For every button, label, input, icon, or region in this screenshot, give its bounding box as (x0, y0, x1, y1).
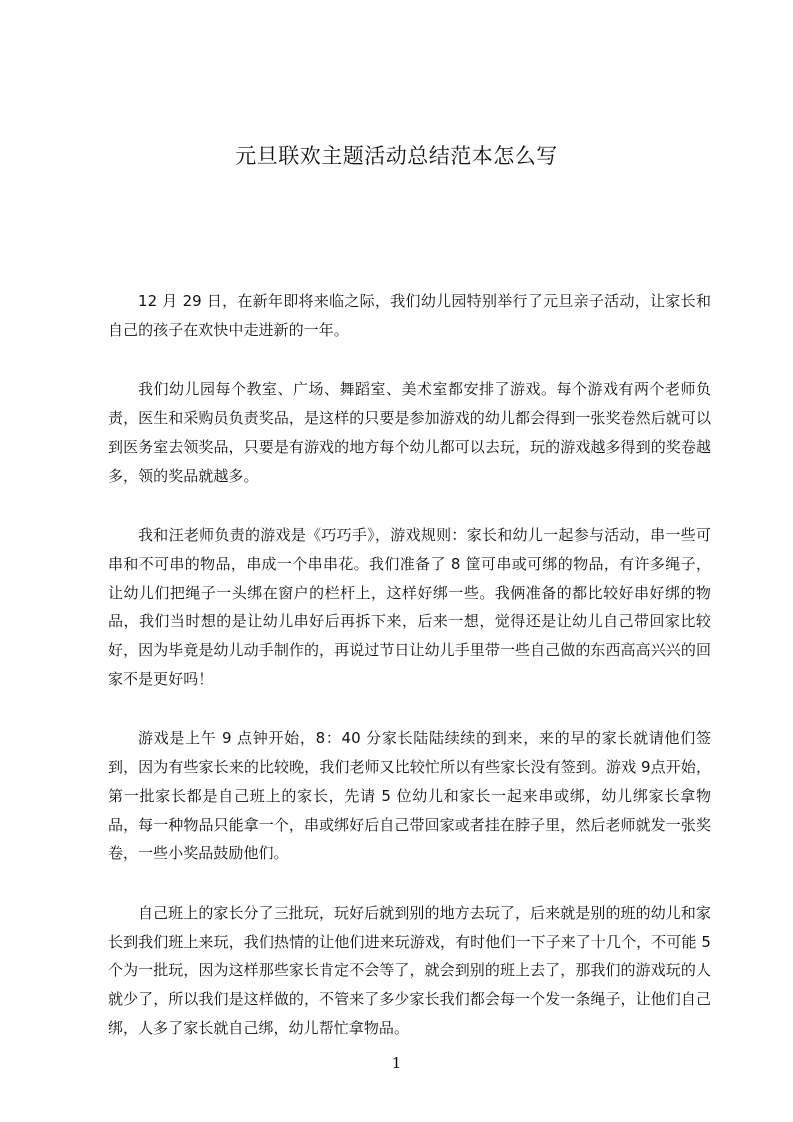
paragraph-5: 自己班上的家长分了三批玩，玩好后就到别的地方去玩了，后来就是别的班的幼儿和家长到我们班上来玩，我们热情的让他们进来玩游戏，有时他们一下子来了十几个，不可能 5 个为一批玩，因为这样那些家长肯定不会等了，就会到别的班上去了，那我们的游戏玩的人就少了，所以我们是这样做的，不管来了多少家长我们都会每一个发一条绳子，让他们自己绑，人多了家长就自己绑，幼儿帮忙拿物品。 (108, 903, 711, 1037)
paragraph-1: 12 月 29 日，在新年即将来临之际，我们幼儿园特别举行了元旦亲子活动，让家长和自己的孩子在欢快中走进新的一年。 (108, 292, 711, 339)
paragraph-4: 游戏是上午 9 点钟开始，8：40 分家长陆陆续续的到来，来的早的家长就请他们签到，因为有些家长来的比较晚，我们老师又比较忙所以有些家长没有签到。游戏 9点开始，第一批家长都是自己班上的家长，先请 5 位幼儿和家长一起来串或绑，幼儿绑家长拿物品，每一种物品只能拿一个，串或绑好后自己带回家或者挂在脖子里，然后老师就发一张奖卷，一些小奖品鼓励他们。 (108, 729, 711, 863)
paragraph-2: 我们幼儿园每个教室、广场、舞蹈室、美术室都安排了游戏。每个游戏有两个老师负责，医生和采购员负责奖品，是这样的只要是参加游戏的幼儿都会得到一张奖卷然后就可以到医务室去领奖品，只要是有游戏的地方每个幼儿都可以去玩，玩的游戏越多得到的奖卷越多，领的奖品就越多。 (108, 380, 711, 485)
page-number: 1 (391, 1054, 402, 1072)
document-title: 元旦联欢主题活动总结范本怎么写 (235, 144, 558, 168)
document-body (108, 287, 711, 1073)
paragraph-3: 我和汪老师负责的游戏是《巧巧手》，游戏规则：家长和幼儿一起参与活动，串一些可串和不可串的物品，串成一个串串花。我们准备了 8 筐可串或可绑的物品，有许多绳子，让幼儿们把绳子一头绑在窗户的栏杆上，这样好绑一些。我俩准备的都比较好串好绑的物品，我们当时想的是让幼儿串好后再拆下来，后来一想，觉得还是让幼儿自己带回家比较好，因为毕竟是幼儿动手制作的，再说过节日让幼儿手里带一些自己做的东西高高兴兴的回家不是更好吗！ (108, 526, 711, 688)
